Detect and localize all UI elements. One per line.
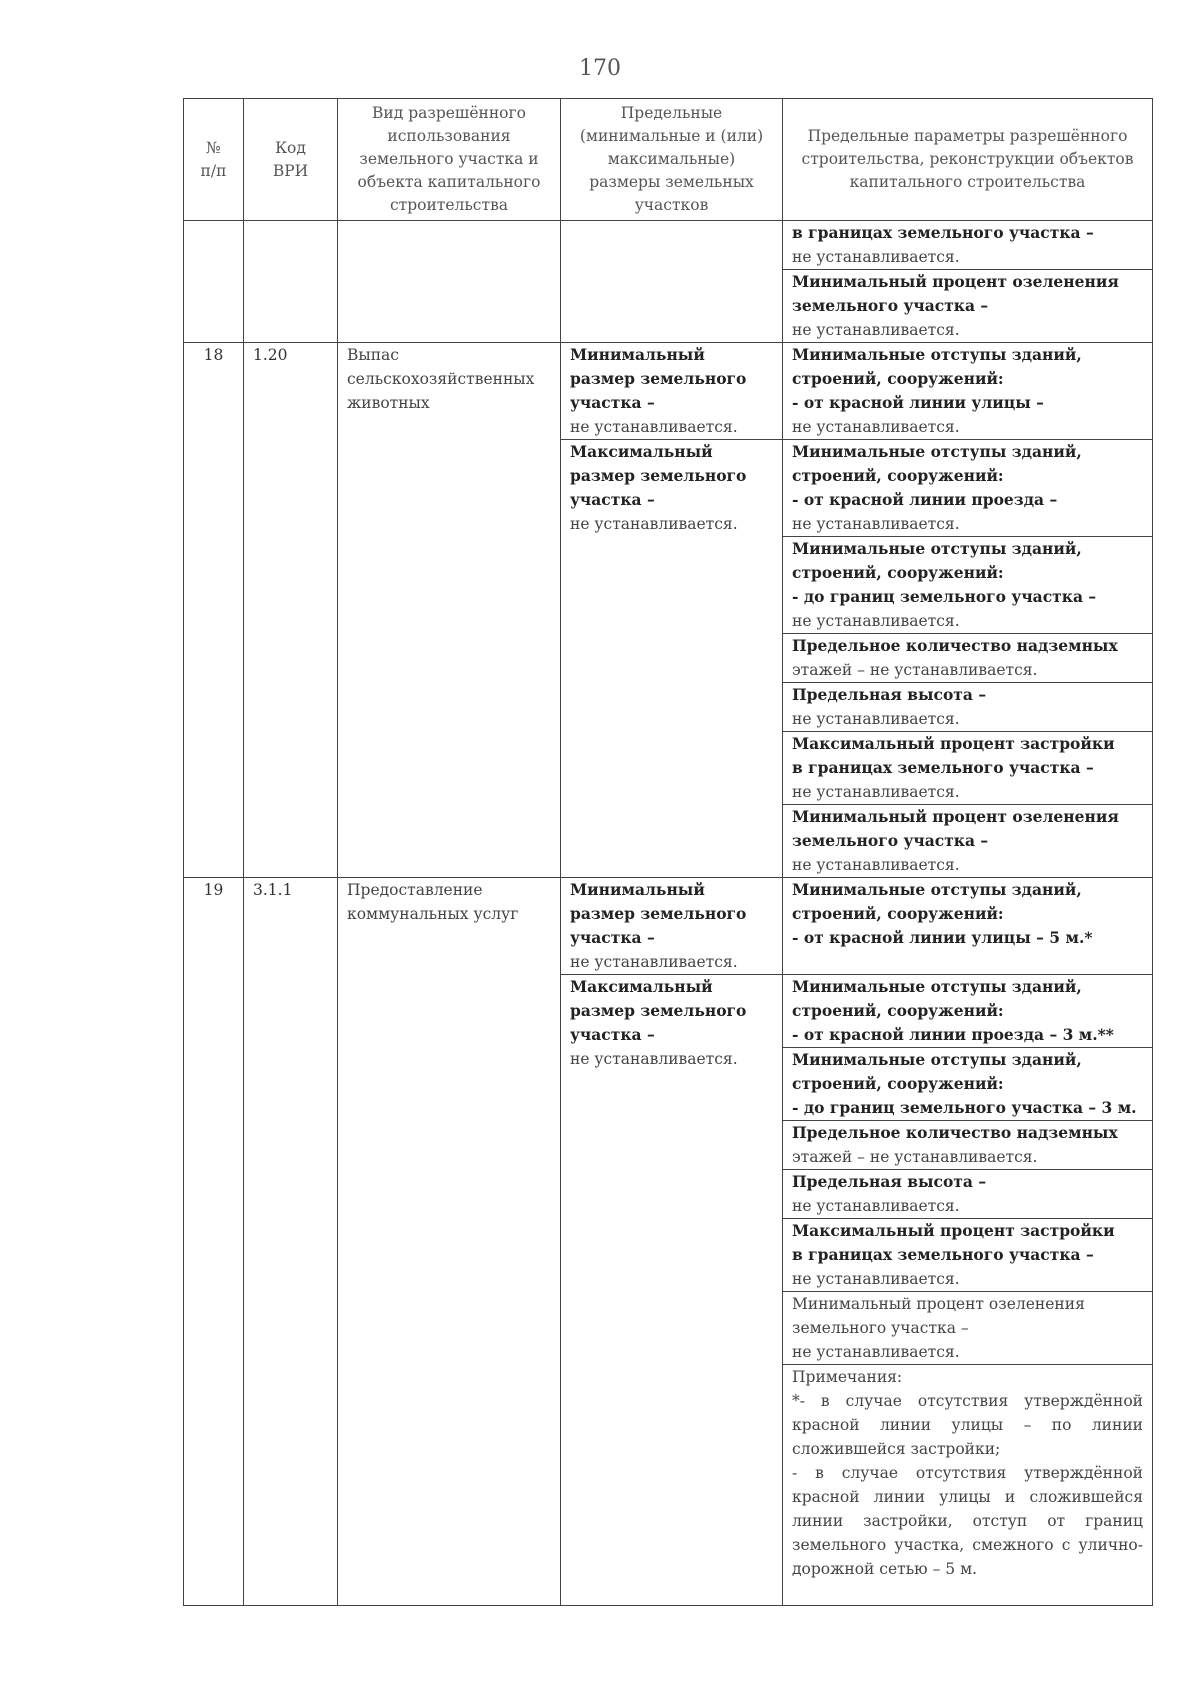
cont-code — [244, 221, 338, 343]
param-cell: Предельное количество надземных этажей – не устанавливается. — [783, 1121, 1153, 1170]
regulations-table — [183, 98, 1153, 1606]
use-kind-name: Выпас сельскохозяйственных животных — [338, 343, 561, 878]
row-number: 18 — [184, 343, 244, 878]
param-cell: Минимальные отступы зданий, строений, сооружений: - до границ земельного участка – не устанавливается. — [783, 537, 1153, 634]
param-cell: Максимальный процент застройки в границах земельного участка – не устанавливается. — [783, 732, 1153, 805]
header-params: Предельные параметры разрешённого строительства, реконструкции объектов капитального строительства — [783, 99, 1153, 221]
max-size-cell: Максимальный размер земельного участка – не устанавливается. — [561, 440, 783, 878]
param-cell: Минимальные отступы зданий, строений, сооружений: - до границ земельного участка – 3 м. — [783, 1048, 1153, 1121]
param-cell: Минимальные отступы зданий, строений, сооружений: - от красной линии проезда – 3 м.** — [783, 975, 1153, 1048]
table-row — [184, 343, 1153, 440]
row-number: 19 — [184, 878, 244, 1606]
min-size-cell: Минимальный размер земельного участка – не устанавливается. — [561, 878, 783, 975]
param-cell: Минимальный процент озеленения земельного участка – не устанавливается. — [783, 270, 1153, 343]
header-kind: Вид разрешённого использования земельного участка и объекта капитального строительства — [338, 99, 561, 221]
param-cell: Минимальные отступы зданий, строений, сооружений: - от красной линии улицы – 5 м.* — [783, 878, 1153, 975]
param-cell: Предельное количество надземных этажей – не устанавливается. — [783, 634, 1153, 683]
table-row — [184, 878, 1153, 975]
param-cell: Предельная высота – не устанавливается. — [783, 683, 1153, 732]
cont-name — [338, 221, 561, 343]
param-cell: Максимальный процент застройки в границах земельного участка – не устанавливается. — [783, 1219, 1153, 1292]
notes-cell: Примечания: *- в случае отсутствия утверждённой красной линии улицы – по линии сложившейся застройки; - в случае отсутствия утверждённой красной линии улицы и сложившейся линии застройки, отступ от границ земельного участка, смежного с улично-дорожной сетью – 5 м. — [783, 1365, 1153, 1606]
page-number: 170 — [579, 56, 621, 81]
param-cell: Минимальные отступы зданий, строений, сооружений: - от красной линии улицы – не устанавливается. — [783, 343, 1153, 440]
vri-code: 3.1.1 — [244, 878, 338, 1606]
table-header-row — [184, 99, 1153, 221]
header-sizes: Предельные (минимальные и (или) максимальные) размеры земельных участков — [561, 99, 783, 221]
param-cell: Минимальный процент озеленения земельного участка – не устанавливается. — [783, 1292, 1153, 1365]
table-row — [184, 221, 1153, 270]
use-kind-name: Предоставление коммунальных услуг — [338, 878, 561, 1606]
param-cell: в границах земельного участка – не устанавливается. — [783, 221, 1153, 270]
cont-num — [184, 221, 244, 343]
min-size-cell: Минимальный размер земельного участка – не устанавливается. — [561, 343, 783, 440]
max-size-cell: Максимальный размер земельного участка – не устанавливается. — [561, 975, 783, 1606]
param-cell: Минимальные отступы зданий, строений, сооружений: - от красной линии проезда – не устанавливается. — [783, 440, 1153, 537]
vri-code: 1.20 — [244, 343, 338, 878]
param-cell: Минимальный процент озеленения земельного участка – не устанавливается. — [783, 805, 1153, 878]
header-num: № п/п — [184, 99, 244, 221]
param-cell: Предельная высота – не устанавливается. — [783, 1170, 1153, 1219]
cont-sizes — [561, 221, 783, 343]
header-code: Код ВРИ — [244, 99, 338, 221]
